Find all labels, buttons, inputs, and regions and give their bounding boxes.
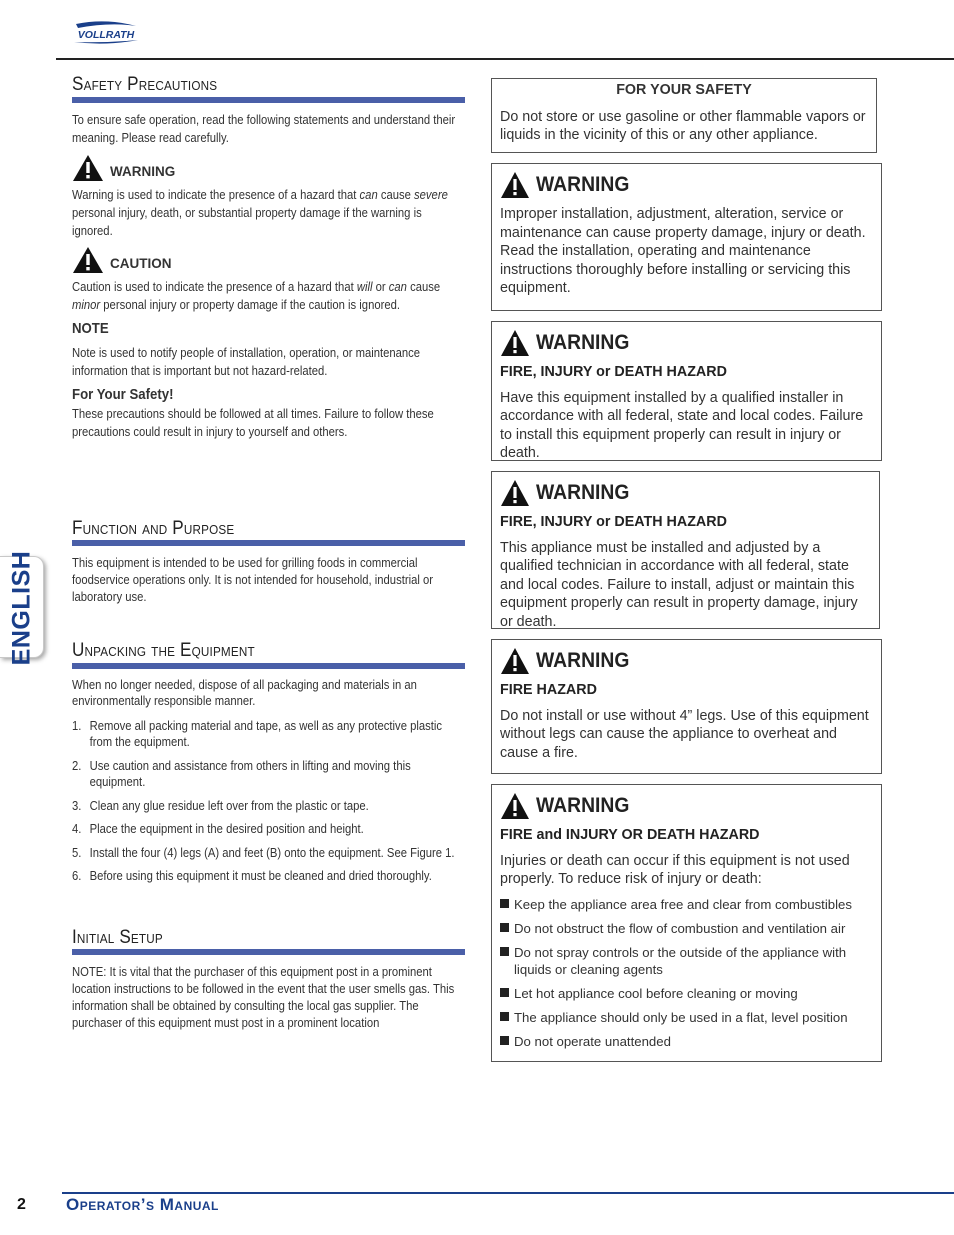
list-item: 4. Place the equipment in the desired position and height. bbox=[72, 821, 364, 836]
warning-title-row bbox=[500, 329, 873, 357]
warning-box-5 bbox=[491, 784, 882, 1062]
bullet-square-icon bbox=[500, 923, 509, 932]
list-item: The appliance should only be used in a flat, level position bbox=[500, 1009, 873, 1026]
warning-title-row bbox=[500, 647, 873, 675]
warning-triangle-icon bbox=[500, 647, 530, 675]
hazard-label: FIRE, INJURY or DEATH HAZARD bbox=[500, 364, 727, 380]
warning-title-row bbox=[500, 792, 873, 820]
warning-label: WARNING bbox=[536, 480, 630, 504]
warning-label: WARNING bbox=[536, 648, 630, 672]
bullet-square-icon bbox=[500, 1012, 509, 1021]
list-item: Keep the appliance area free and clear from combustibles bbox=[500, 896, 873, 913]
for-your-safety-label: For Your Safety! bbox=[72, 386, 174, 403]
unpacking-intro: When no longer needed, dispose of all packaging and materials in an environmentally responsible manner. bbox=[72, 676, 417, 708]
warning-label: WARNING bbox=[536, 330, 630, 354]
function-text: This equipment is intended to be used for grilling foods in commercial foodservice operations only. It is not intended for household, industrial or laboratory use. bbox=[72, 555, 434, 604]
footer-title: Operator’s Manual bbox=[66, 1195, 219, 1214]
footer-rule bbox=[62, 1192, 954, 1194]
bullet-square-icon bbox=[500, 988, 509, 997]
warning-label: WARNING bbox=[110, 164, 176, 179]
warning-subhead bbox=[72, 154, 465, 182]
list-item: 6. Before using this equipment it must be cleaned and dried thoroughly. bbox=[72, 868, 432, 883]
caution-subhead bbox=[72, 246, 465, 274]
setup-text: NOTE: It is vital that the purchaser of this equipment post in a prominent location instructions to be followed in the event that the user smells gas. This information shall be obtained by consulting the local gas supplier. The purchaser of this equipment must post in a prominent location bbox=[72, 964, 455, 1030]
warning-text: Improper installation, adjustment, alteration, service or maintenance can cause property damage, injury or death. Read the installation, operating and maintenance instructions thoroughly before installing or servicing this equipment. bbox=[500, 206, 866, 296]
language-tab[interactable] bbox=[0, 550, 44, 666]
bullet-square-icon bbox=[500, 899, 509, 908]
list-item: 5. Install the four (4) legs (A) and feet (B) onto the equipment. See Figure 1. bbox=[72, 844, 455, 860]
warning-box-3 bbox=[491, 471, 880, 629]
list-item: 3. Clean any glue residue left over from the plastic or tape. bbox=[72, 797, 369, 813]
note-description: Note is used to notify people of installation, operation, or maintenance information that is important but not hazard-related. bbox=[72, 345, 421, 378]
warning-label: WARNING bbox=[536, 172, 630, 196]
warning-triangle-icon bbox=[500, 479, 530, 507]
warning-title-row bbox=[500, 479, 871, 507]
for-your-safety-description: These precautions should be followed at all times. Failure to follow these precautions could result in injury to yourself and others. bbox=[72, 406, 434, 439]
header-rule bbox=[56, 58, 954, 60]
setup-section bbox=[72, 929, 465, 1031]
unpacking-title: Unpacking the Equipment bbox=[72, 640, 255, 661]
hazard-label: FIRE, INJURY or DEATH HAZARD bbox=[500, 514, 727, 530]
hazard-label: FIRE and INJURY OR DEATH HAZARD bbox=[500, 827, 760, 843]
for-your-safety-box bbox=[491, 78, 877, 153]
warning-triangle-icon bbox=[72, 154, 104, 182]
bullet-square-icon bbox=[500, 947, 509, 956]
safety-section bbox=[72, 76, 465, 441]
function-section bbox=[72, 520, 465, 605]
list-item: Do not spray controls or the outside of the appliance with liquids or cleaning agents bbox=[500, 944, 873, 978]
language-tab-label: ENGLISH bbox=[7, 550, 36, 666]
fys-box-text: Do not store or use gasoline or other flammable vapors or liquids in the vicinity of this or any other appliance. bbox=[500, 108, 866, 143]
warning-bullets bbox=[500, 896, 873, 1050]
warning-label: WARNING bbox=[536, 793, 630, 817]
section-bar bbox=[72, 540, 465, 546]
list-item: 2. Use caution and assistance from others in lifting and moving this equipment. bbox=[72, 757, 411, 789]
warning-triangle-icon bbox=[500, 329, 530, 357]
list-item: Let hot appliance cool before cleaning or moving bbox=[500, 985, 873, 1002]
warning-box-4 bbox=[491, 639, 882, 774]
warning-text: Have this equipment installed by a qualified installer in accordance with all federal, state and local codes. Failure to install this equipment properly can result in injury or death. bbox=[500, 389, 864, 461]
fys-box-title: FOR YOUR SAFETY bbox=[616, 82, 752, 98]
note-label: NOTE bbox=[72, 320, 109, 337]
warning-triangle-icon bbox=[500, 171, 530, 199]
caution-triangle-icon bbox=[72, 246, 104, 274]
section-bar bbox=[72, 97, 465, 103]
list-item: Do not operate unattended bbox=[500, 1033, 873, 1050]
vollrath-logo bbox=[70, 20, 142, 46]
warning-text: Do not install or use without 4” legs. Use of this equipment without legs can cause the appliance to overheat and cause a fire. bbox=[500, 707, 869, 761]
setup-title: Initial Setup bbox=[72, 927, 163, 948]
warning-box-2 bbox=[491, 321, 882, 461]
bullet-square-icon bbox=[500, 1036, 509, 1045]
brand-text: VOLLRATH bbox=[77, 29, 135, 41]
section-bar bbox=[72, 663, 465, 669]
caution-description: Caution is used to indicate the presence of a hazard that will or can cause minor personal injury or property damage if the caution is ignored. bbox=[72, 279, 441, 312]
unpacking-steps bbox=[72, 718, 463, 885]
caution-label: CAUTION bbox=[110, 256, 172, 271]
list-item: Do not obstruct the flow of combustion and ventilation air bbox=[500, 920, 873, 937]
unpacking-section bbox=[72, 640, 465, 892]
hazard-label: FIRE HAZARD bbox=[500, 682, 597, 698]
warning-text: Injuries or death can occur if this equipment is not used properly. To reduce risk of injury or death: bbox=[500, 852, 850, 887]
list-item: 1. Remove all packing material and tape, as well as any protective plastic from the equipment. bbox=[72, 717, 443, 749]
safety-intro: To ensure safe operation, read the following statements and understand their meaning. Please read carefully. bbox=[72, 112, 456, 145]
warning-text: This appliance must be installed and adjusted by a qualified technician in accordance with all federal, state and local codes. Failure to install, adjust or maintain this equipment properly can result in property damage, injury or death. bbox=[500, 539, 858, 630]
page-number: 2 bbox=[17, 1196, 26, 1213]
warning-title-row bbox=[500, 171, 873, 199]
warning-box-1 bbox=[491, 163, 882, 311]
function-title: Function and Purpose bbox=[72, 518, 235, 539]
section-bar bbox=[72, 949, 465, 955]
safety-title: Safety Precautions bbox=[72, 74, 218, 95]
warning-description: Warning is used to indicate the presence of a hazard that can cause severe personal injury, death, or substantial property damage if the warning is ignored. bbox=[72, 187, 448, 238]
warning-triangle-icon bbox=[500, 792, 530, 820]
